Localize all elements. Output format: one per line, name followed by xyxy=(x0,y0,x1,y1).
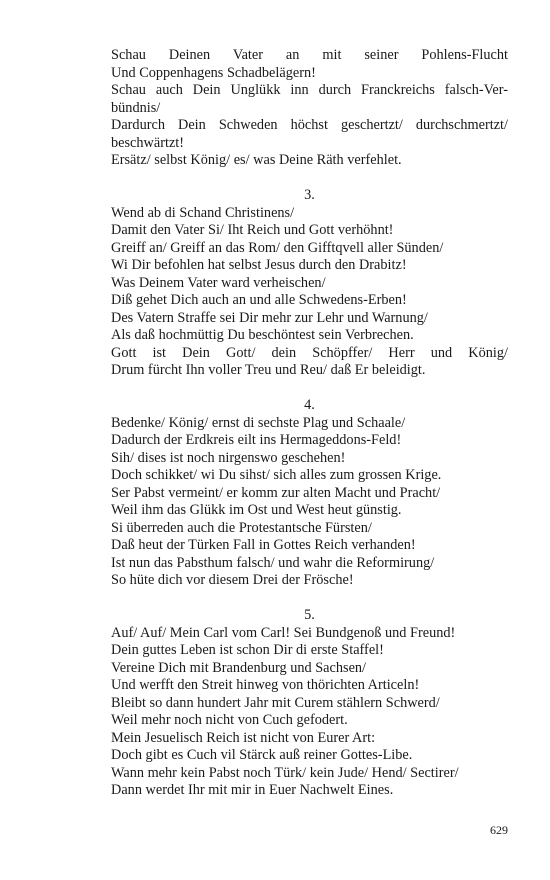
stanza-number: 5. xyxy=(304,607,315,623)
poem-line: Dann werdet Ihr mit mir in Euer Nachwelt Eines. xyxy=(111,782,394,798)
poem-line: Wend ab di Schand Christinens/ xyxy=(111,204,295,221)
stanza xyxy=(111,397,508,590)
poem-line: Weil mehr noch nicht von Cuch gefodert. xyxy=(111,712,348,728)
poem-line: Dardurch Dein Schweden höchst geschertzt/ durchschmertzt/ xyxy=(111,117,508,133)
poem-line: Was Deinem Vater ward verheischen/ xyxy=(111,274,326,291)
poem-line: beschwärtzt! xyxy=(111,134,185,151)
poem-line: Weil ihm das Glükk im Ost und West heut günstig. xyxy=(111,502,402,518)
poem-line: Daß heut der Türken Fall in Gottes Reich verhanden! xyxy=(111,537,416,553)
poem-line: Vereine Dich mit Brandenburg und Sachsen/ xyxy=(111,659,367,676)
stanza xyxy=(111,187,508,380)
poem-line: Greiff an/ Greiff an das Rom/ den Gifftqvell aller Sünden/ xyxy=(111,239,444,256)
poem-line: Wi Dir befohlen hat selbst Jesus durch den Drabitz! xyxy=(111,257,407,273)
stanza xyxy=(111,607,508,800)
poem-line: Schau Deinen Vater an mit seiner Pohlens-Flucht xyxy=(111,47,508,63)
poem-line: Und werfft den Streit hinweg von thörichten Articeln! xyxy=(111,677,420,693)
poem-line: Ersätz/ selbst König/ es/ was Deine Räth verfehlet. xyxy=(111,152,402,168)
poem-line: Damit den Vater Si/ Iht Reich und Gott verhöhnt! xyxy=(111,222,394,238)
poem-line: Doch gibt es Cuch vil Stärck auß reiner Gottes-Libe. xyxy=(111,747,413,763)
poem-line: Ser Pabst vermeint/ er komm zur alten Macht und Pracht/ xyxy=(111,484,441,501)
poem-line: Bleibt so dann hundert Jahr mit Curem stählern Schwerd/ xyxy=(111,694,440,711)
poem-line: Schau auch Dein Unglükk inn durch Franckreichs falsch-Ver- xyxy=(111,82,508,98)
poem-line: Wann mehr kein Pabst noch Türk/ kein Jude/ Hend/ Sectirer/ xyxy=(111,764,459,781)
poem-line: Auf/ Auf/ Mein Carl vom Carl! Sei Bundgenoß und Freund! xyxy=(111,624,456,641)
poem-line: Und Coppenhagens Schadbelägern! xyxy=(111,64,316,81)
poem-line: bündnis/ xyxy=(111,99,161,116)
poem-line: Dein guttes Leben ist schon Dir di erste Staffel! xyxy=(111,642,384,658)
poem-line: Als daß hochmüttig Du beschöntest sein Verbrechen. xyxy=(111,327,414,343)
poem-line: Bedenke/ König/ ernst di sechste Plag und Schaale/ xyxy=(111,414,406,431)
poem-line: Diß gehet Dich auch an und alle Schwedens-Erben! xyxy=(111,292,407,308)
poem-line: Mein Jesuelisch Reich ist nicht von Eurer Art: xyxy=(111,729,376,746)
stanza-number: 3. xyxy=(304,187,315,203)
poem-line: Si überreden auch die Protestantsche Fürsten/ xyxy=(111,519,372,536)
poem-line: Doch schikket/ wi Du sihst/ sich alles zum grossen Krige. xyxy=(111,467,442,483)
stanza xyxy=(111,47,508,170)
poem-line: So hüte dich vor diesem Drei der Frösche! xyxy=(111,572,354,588)
poem-line: Sih/ dises ist noch nirgenswo geschehen! xyxy=(111,449,346,466)
poem-line: Gott ist Dein Gott/ dein Schöpffer/ Herr und König/ xyxy=(111,344,508,361)
poem-line: Dadurch der Erdkreis eilt ins Hermageddons-Feld! xyxy=(111,432,402,448)
poem-line: Drum fürcht Ihn voller Treu und Reu/ daß Er beleidigt. xyxy=(111,362,426,378)
poem-line: Ist nun das Pabsthum falsch/ und wahr die Reformirung/ xyxy=(111,554,435,571)
stanza-number: 4. xyxy=(304,397,315,413)
poem-body xyxy=(111,47,508,817)
poem-line: Des Vatern Straffe sei Dir mehr zur Lehr und Warnung/ xyxy=(111,309,428,326)
page-number: 629 xyxy=(490,823,508,837)
